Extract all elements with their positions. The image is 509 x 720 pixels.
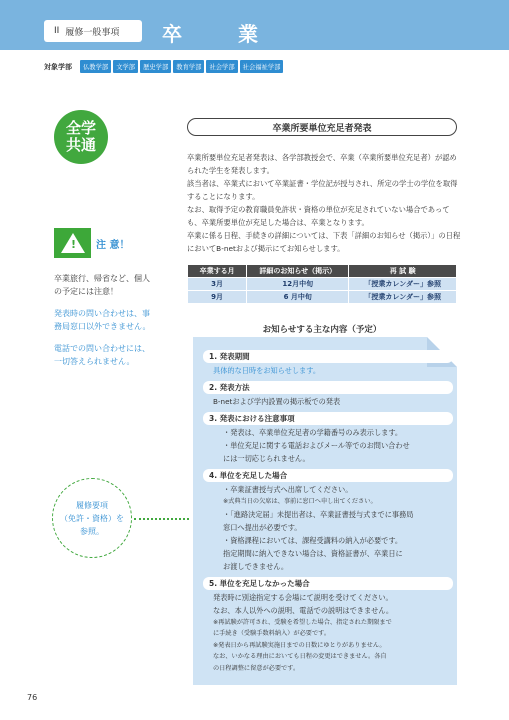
- table-row: [188, 291, 457, 304]
- table-row: [188, 278, 457, 291]
- all-faculty-badge: [54, 110, 108, 164]
- notice-item-text: ・発表は、卒業単位充足者の学籍番号のみ表示します。: [223, 428, 403, 437]
- body-para-3: なお、取得予定の教育職員免許状・資格の単位が充足されていない場合であっても、卒業所要単位が充足した場合は、卒業となります。: [187, 205, 450, 227]
- notice-item-note: ※式典当日の欠席は、事前に窓口へ申し出てください。: [223, 498, 377, 505]
- notice-item-text: 窓口へ提出が必要です。: [223, 522, 302, 532]
- table-cell: 「授業カレンダー」参照: [349, 278, 457, 291]
- notice-item-note: の日程調整に留意が必要です。: [213, 664, 300, 672]
- department-chip: 歴史学部: [140, 60, 171, 73]
- notice-item-text: には一切応じられません。: [223, 454, 310, 463]
- table-header: 卒業する月: [188, 265, 247, 278]
- notice-item-note: に手続き（受験手数料納入）が必要です。: [213, 630, 331, 637]
- warning-icon: [54, 228, 91, 258]
- department-chip: 文学部: [113, 60, 138, 73]
- table-cell: 6 月中旬: [247, 291, 349, 304]
- caution-text-3: 電話での問い合わせには、一切答えられません。: [54, 344, 150, 366]
- caution-label: 注 意！: [96, 240, 130, 251]
- table-header: 詳細のお知らせ（掲示）: [247, 265, 349, 278]
- notice-item-text: ・卒業証書授与式へ出席してください。: [223, 485, 353, 494]
- notice-item-note: ※再試験が許可され、受験を希望した場合、指定された期限まで: [213, 618, 392, 626]
- department-chip: 教育学部: [173, 60, 204, 73]
- page-title: 卒 業: [162, 22, 276, 46]
- table-header-row: [188, 265, 457, 278]
- caution-text-1: 卒業旅行、帰省など、個人の予定には注意！: [54, 274, 150, 296]
- caution-text-2: 発表時の問い合わせは、事務局窓口以外できません。: [54, 309, 151, 331]
- notice-list: [203, 345, 453, 673]
- table-cell: 3月: [188, 278, 247, 291]
- notice-item-text: お渡しできません。: [223, 561, 289, 571]
- section-tab: [44, 20, 142, 42]
- notice-item-note: なお、いかなる理由においても日程の変更はできません。各自: [213, 653, 387, 660]
- department-label: 対象学部: [44, 62, 72, 71]
- notice-item-heading: 3. 発表における注意事項: [203, 412, 453, 425]
- youkou-reference-circle: [52, 478, 132, 558]
- warning-mark: !: [71, 238, 77, 251]
- youkou-line2: （免許・資格）を: [60, 513, 124, 523]
- notice-item-heading: 2. 発表方法: [203, 381, 453, 394]
- notice-item-text: 具体的な日時をお知らせします。: [213, 366, 321, 375]
- youkou-line1: 履修要項: [76, 500, 108, 510]
- page-number: 76: [27, 693, 38, 702]
- youkou-line3: 参照。: [80, 526, 104, 536]
- section-body: [187, 151, 462, 255]
- notice-item-heading: 4. 単位を充足した場合: [203, 469, 453, 482]
- badge-line2: 共通: [65, 136, 96, 154]
- notice-item-text: ・「進路決定届」未提出者は、卒業証書授与式までに事務局: [223, 509, 414, 519]
- department-row: [44, 60, 283, 73]
- notice-item-text: 発表時に別途指定する会場にて説明を受けてください。: [213, 592, 393, 602]
- notice-item-heading: 5. 単位を充足しなかった場合: [203, 577, 453, 590]
- notice-item-text: ・資格課程においては、課程受講料の納入が必要です。: [223, 535, 403, 545]
- schedule-table: [187, 264, 457, 304]
- table-header: 再 試 験: [349, 265, 457, 278]
- notice-item-text: なお、本人以外への説明、電話での説明はできません。: [213, 605, 394, 615]
- body-para-2: 該当者は、卒業式において卒業証書・学位記が授与され、所定の学士の学位を取得することになります。: [187, 179, 458, 201]
- table-cell: 9月: [188, 291, 247, 304]
- department-chip: 社会福祉学部: [240, 60, 284, 73]
- section-label: 履修一般事項: [65, 27, 120, 38]
- section-roman: II: [54, 26, 60, 36]
- notice-item-note: ※発表日から再試験実施日までの日数にゆとりがありません。: [213, 641, 386, 649]
- notice-item-text: 指定期間に納入できない場合は、資格証書が、卒業日に: [223, 548, 403, 558]
- body-para-4: 卒業に係る日程、手続きの詳細については、下表「詳細のお知らせ（掲示）」の日程においてB-netおよび掲示にてお知らせします。: [187, 231, 461, 253]
- caution-text: [54, 272, 154, 377]
- notice-item-text: B-netおよび学内設置の掲示板での発表: [213, 397, 341, 406]
- section-title: 卒業所要単位充足者発表: [187, 118, 457, 136]
- dotted-connector: [134, 518, 189, 520]
- notice-item-heading: 1. 発表期間: [203, 350, 453, 363]
- notice-heading: お知らせする主な内容（予定）: [262, 325, 382, 335]
- body-para-1: 卒業所要単位充足者発表は、各学部教授会で、卒業（卒業所要単位充足者）が認められた学生を発表します。: [187, 153, 457, 175]
- department-chip: 仏教学部: [80, 60, 111, 73]
- table-cell: 「授業カレンダー」参照: [349, 291, 457, 304]
- table-cell: 12月中旬: [247, 278, 349, 291]
- badge-line1: 全学: [65, 119, 96, 137]
- notice-item-text: ・単位充足に関する電話およびメール等でのお問い合わせ: [223, 441, 410, 450]
- department-chip: 社会学部: [206, 60, 237, 73]
